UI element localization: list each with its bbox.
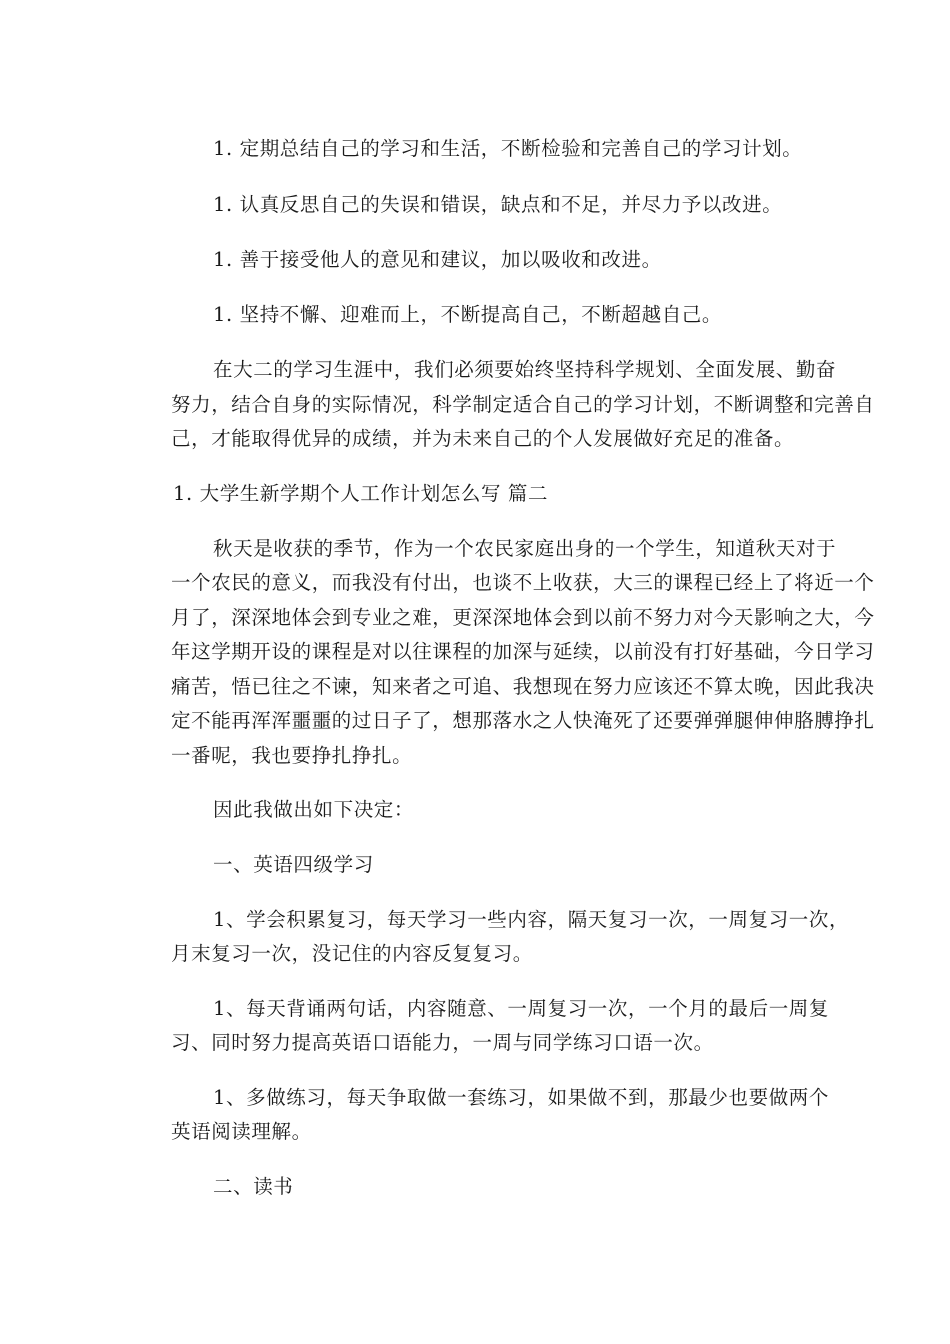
intro-paragraph-line-1: 秋天是收获的季节，作为一个农民家庭出身的一个学生，知道秋天对于 [213,537,837,560]
part1-item-2-line-1: 1、每天背诵两句话，内容随意、一周复习一次，一个月的最后一周复 [213,997,830,1020]
intro-paragraph-line-7: 一番呢，我也要挣扎挣扎。 [171,744,413,767]
part1-item-1-line-2: 月末复习一次，没记住的内容反复复习。 [171,942,533,965]
intro-paragraph-line-3: 月了，深深地体会到专业之难，更深深地体会到以前不努力对今天影响之大，今 [171,606,875,629]
intro-paragraph-line-5: 痛苦，悟已往之不谏，知来者之可追、我想现在努力应该还不算太晚，因此我决 [171,675,875,698]
decision-intro: 因此我做出如下决定： [213,798,415,821]
list-item-3: 1. 善于接受他人的意见和建议，加以吸收和改进。 [213,248,662,271]
part1-item-1-line-1: 1、学会积累复习，每天学习一些内容，隔天复习一次，一周复习一次， [213,908,850,931]
intro-paragraph-line-2: 一个农民的意义，而我没有付出，也谈不上收获，大三的课程已经上了将近一个 [171,571,875,594]
list-item-2: 1. 认真反思自己的失误和错误，缺点和不足，并尽力予以改进。 [213,193,783,216]
part2-heading: 二、读书 [213,1175,294,1198]
intro-paragraph-line-6: 定不能再浑浑噩噩的过日子了，想那落水之人快淹死了还要弹弹腿伸伸胳膊挣扎 [171,709,875,732]
section-heading: 1. 大学生新学期个人工作计划怎么写 篇二 [173,482,549,505]
intro-paragraph-line-4: 年这学期开设的课程是对以往课程的加深与延续，以前没有打好基础，今日学习 [171,640,875,663]
list-item-1: 1. 定期总结自己的学习和生活，不断检验和完善自己的学习计划。 [213,137,803,160]
list-item-4: 1. 坚持不懈、迎难而上，不断提高自己，不断超越自己。 [213,303,723,326]
part1-item-3-line-1: 1、多做练习，每天争取做一套练习，如果做不到，那最少也要做两个 [213,1086,830,1109]
summary-paragraph-line-1: 在大二的学习生涯中，我们必须要始终坚持科学规划、全面发展、勤奋 [213,358,837,381]
summary-paragraph-line-3: 己，才能取得优异的成绩，并为未来自己的个人发展做好充足的准备。 [171,427,795,450]
part1-item-2-line-2: 习、同时努力提高英语口语能力，一周与同学练习口语一次。 [171,1031,714,1054]
part1-heading: 一、英语四级学习 [213,853,374,876]
part1-item-3-line-2: 英语阅读理解。 [171,1120,312,1143]
summary-paragraph-line-2: 努力，结合自身的实际情况，科学制定适合自己的学习计划，不断调整和完善自 [171,393,875,416]
